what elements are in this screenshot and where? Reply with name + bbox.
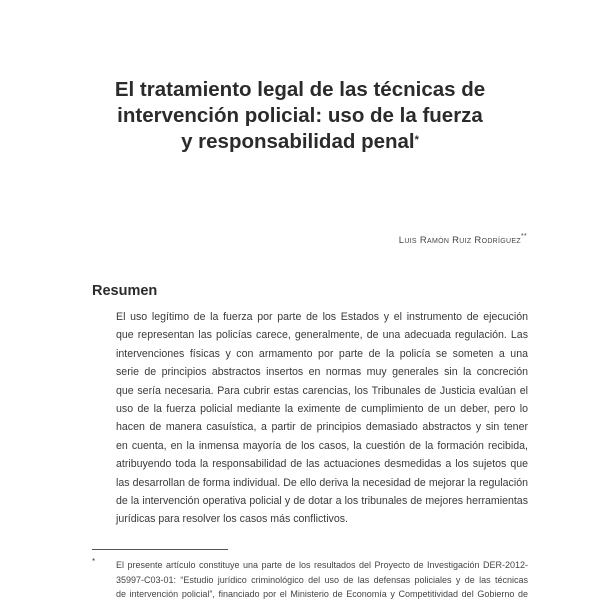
abstract-line: serie de principios abstractos insertos en normas muy generales sin la concreción <box>116 366 528 379</box>
footnote-line: El presente artículo constituye una parte de los resultados del Proyecto de Investigación DER-2012- <box>116 560 528 570</box>
article-title <box>0 77 600 155</box>
abstract-line: atribuyendo toda la responsabilidad de las actuaciones desmedidas a los sujetos que <box>116 458 528 471</box>
title-line-text: y responsabilidad penal <box>181 130 415 153</box>
author-name-text: Luis Ramón Ruiz Rodríguez <box>398 235 521 246</box>
section-heading: Resumen <box>92 283 158 299</box>
title-line: El tratamiento legal de las técnicas de <box>114 78 486 101</box>
footnote-divider <box>92 549 228 550</box>
footnote-line: 35997-C03-01: “Estudio jurídico criminológico del uso de las defensas policiales y de las técnicas <box>116 574 528 585</box>
footnote-marker: * <box>92 557 96 566</box>
author-name <box>399 235 527 246</box>
footnote-line: de intervención policial”, financiado por el Ministerio de Economía y Competitividad del Gobierno de <box>116 589 528 599</box>
footnote-text <box>116 558 528 602</box>
title-line-last <box>0 129 600 155</box>
title-footnote-marker: * <box>414 134 419 146</box>
abstract-line: intervenciones físicas y con armamento por parte de la policía se someten a una <box>116 347 528 360</box>
abstract-line: que sería necesaria. Para cubrir estas carencias, los Tribunales de Justicia evalúan el <box>116 384 528 397</box>
abstract-line: hacen de manera casuística, a partir de principios demasiado abstractos y sin tener <box>116 421 528 434</box>
abstract-line: que representan las policías carece, generalmente, de una adecuada regulación. Las <box>116 329 528 342</box>
author-footnote-marker: ** <box>520 233 527 240</box>
title-line: intervención policial: uso de la fuerza <box>117 104 483 127</box>
abstract-line: de la intervención operativa policial y de dotar a los tribunales de mejores herramientas <box>116 495 528 508</box>
abstract-line: las desarrollan de forma individual. De ello deriva la necesidad de mejorar la regulación <box>116 476 528 489</box>
abstract-line: uso de la fuerza policial mediante la eximente de cumplimiento de un deber, pero lo <box>116 403 528 416</box>
abstract-paragraph <box>116 308 528 529</box>
abstract-line: El uso legítimo de la fuerza por parte de los Estados y el instrumento de ejecución <box>116 311 528 323</box>
abstract-line: jurídicas para resolver los casos más conflictivos. <box>116 513 348 526</box>
abstract-line: en cuenta, en la inmensa mayoría de los casos, la cuestión de la formación recibida, <box>116 439 528 452</box>
